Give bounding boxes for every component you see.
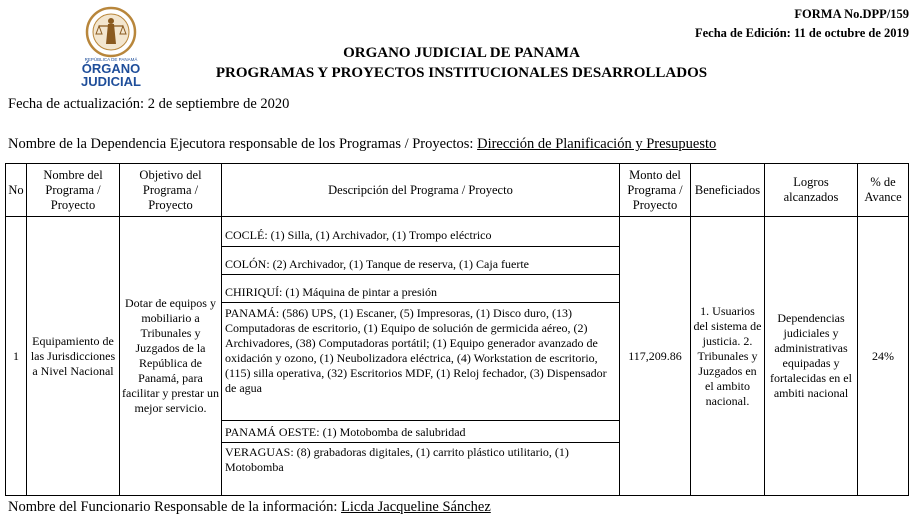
cell-objetivo: Dotar de equipos y mobiliario a Tribunales y Juzgados de la República de Panamá, para facilitar y prestar un mejor servicio. <box>120 217 222 496</box>
header-nombre: Nombre del Programa / Proyecto <box>27 164 120 217</box>
desc-cocle: COCLÉ: (1) Silla, (1) Archivador, (1) Trompo eléctrico <box>225 228 492 242</box>
header-no: No <box>6 164 27 217</box>
table-row <box>6 217 909 496</box>
cell-avance: 24% <box>858 217 909 496</box>
desc-chiriqui: CHIRIQUÍ: (1) Máquina de pintar a presión <box>222 274 619 302</box>
desc-panama: PANAMÁ: (586) UPS, (1) Escaner, (5) Impresoras, (1) Disco duro, (13) Computadoras de escritorio, (1) Equipo de solución de germicida aéreo, (2) Archivadores, (38) Computadoras portátil; (1) Equipo generador avanzado de oxidación y ozono, (1) Neubolizadora eléctrica, (4) Workstation de escritorio, (115) silla operativa, (32) Escritorios MDF, (1) Reloj fechador, (3) Dispensador de agua <box>222 302 619 420</box>
desc-colon: COLÓN: (2) Archivador, (1) Tanque de reserva, (1) Caja fuerte <box>222 246 619 274</box>
document-subtitle: PROGRAMAS Y PROYECTOS INSTITUCIONALES DESARROLLADOS <box>215 65 708 81</box>
cell-nombre: Equipamiento de las Jurisdicciones a Nivel Nacional <box>27 217 120 496</box>
edition-date: Fecha de Edición: 11 de octubre de 2019 <box>694 26 909 40</box>
cell-no: 1 <box>6 217 27 496</box>
official-name: Licda Jacqueline Sánchez <box>341 499 491 515</box>
desc-veraguas: VERAGUAS: (8) grabadoras digitales, (1) carrito plástico utilitario, (1) Motobomba <box>222 442 619 495</box>
dependency-label: Nombre de la Dependencia Ejecutora responsable de los Programas / Proyectos: <box>8 136 478 152</box>
header-objetivo: Objetivo del Programa / Proyecto <box>120 164 222 217</box>
logo-word-judicial: JUDICIAL <box>81 74 141 88</box>
table-header-row <box>6 164 909 217</box>
header-descripcion: Descripción del Programa / Proyecto <box>222 164 620 217</box>
projects-table <box>5 163 909 496</box>
cell-descripcion <box>222 217 620 496</box>
form-number: FORMA No.DPP/159 <box>794 7 909 21</box>
dependency-value: Dirección de Planificación y Presupuesto <box>477 136 717 152</box>
logo-word-organo: ÓRGANO <box>81 61 141 76</box>
header-avance: % de Avance <box>858 164 909 217</box>
cell-beneficiados: 1. Usuarios del sistema de justicia. 2. Tribunales y Juzgados en el ambito nacional. <box>691 217 765 496</box>
desc-panama-oeste: PANAMÁ OESTE: (1) Motobomba de salubridad <box>222 420 619 442</box>
document-title: ORGANO JUDICIAL DE PANAMA <box>343 45 580 61</box>
cell-logros: Dependencias judiciales y administrativas equipadas y fortalecidas en el ambiti nacional <box>765 217 858 496</box>
update-date: Fecha de actualización: 2 de septiembre de 2020 <box>8 96 290 112</box>
logo-subtitle: REPÚBLICA DE PANAMÁ <box>84 57 138 62</box>
header-beneficiados: Beneficiados <box>691 164 765 217</box>
header-monto: Monto del Programa / Proyecto <box>620 164 691 217</box>
official-label: Nombre del Funcionario Responsable de la información: <box>8 499 342 515</box>
header-logros: Logros alcanzados <box>765 164 858 217</box>
dependency-line <box>8 136 716 153</box>
official-line <box>8 499 491 516</box>
cell-monto: 117,209.86 <box>620 217 691 496</box>
